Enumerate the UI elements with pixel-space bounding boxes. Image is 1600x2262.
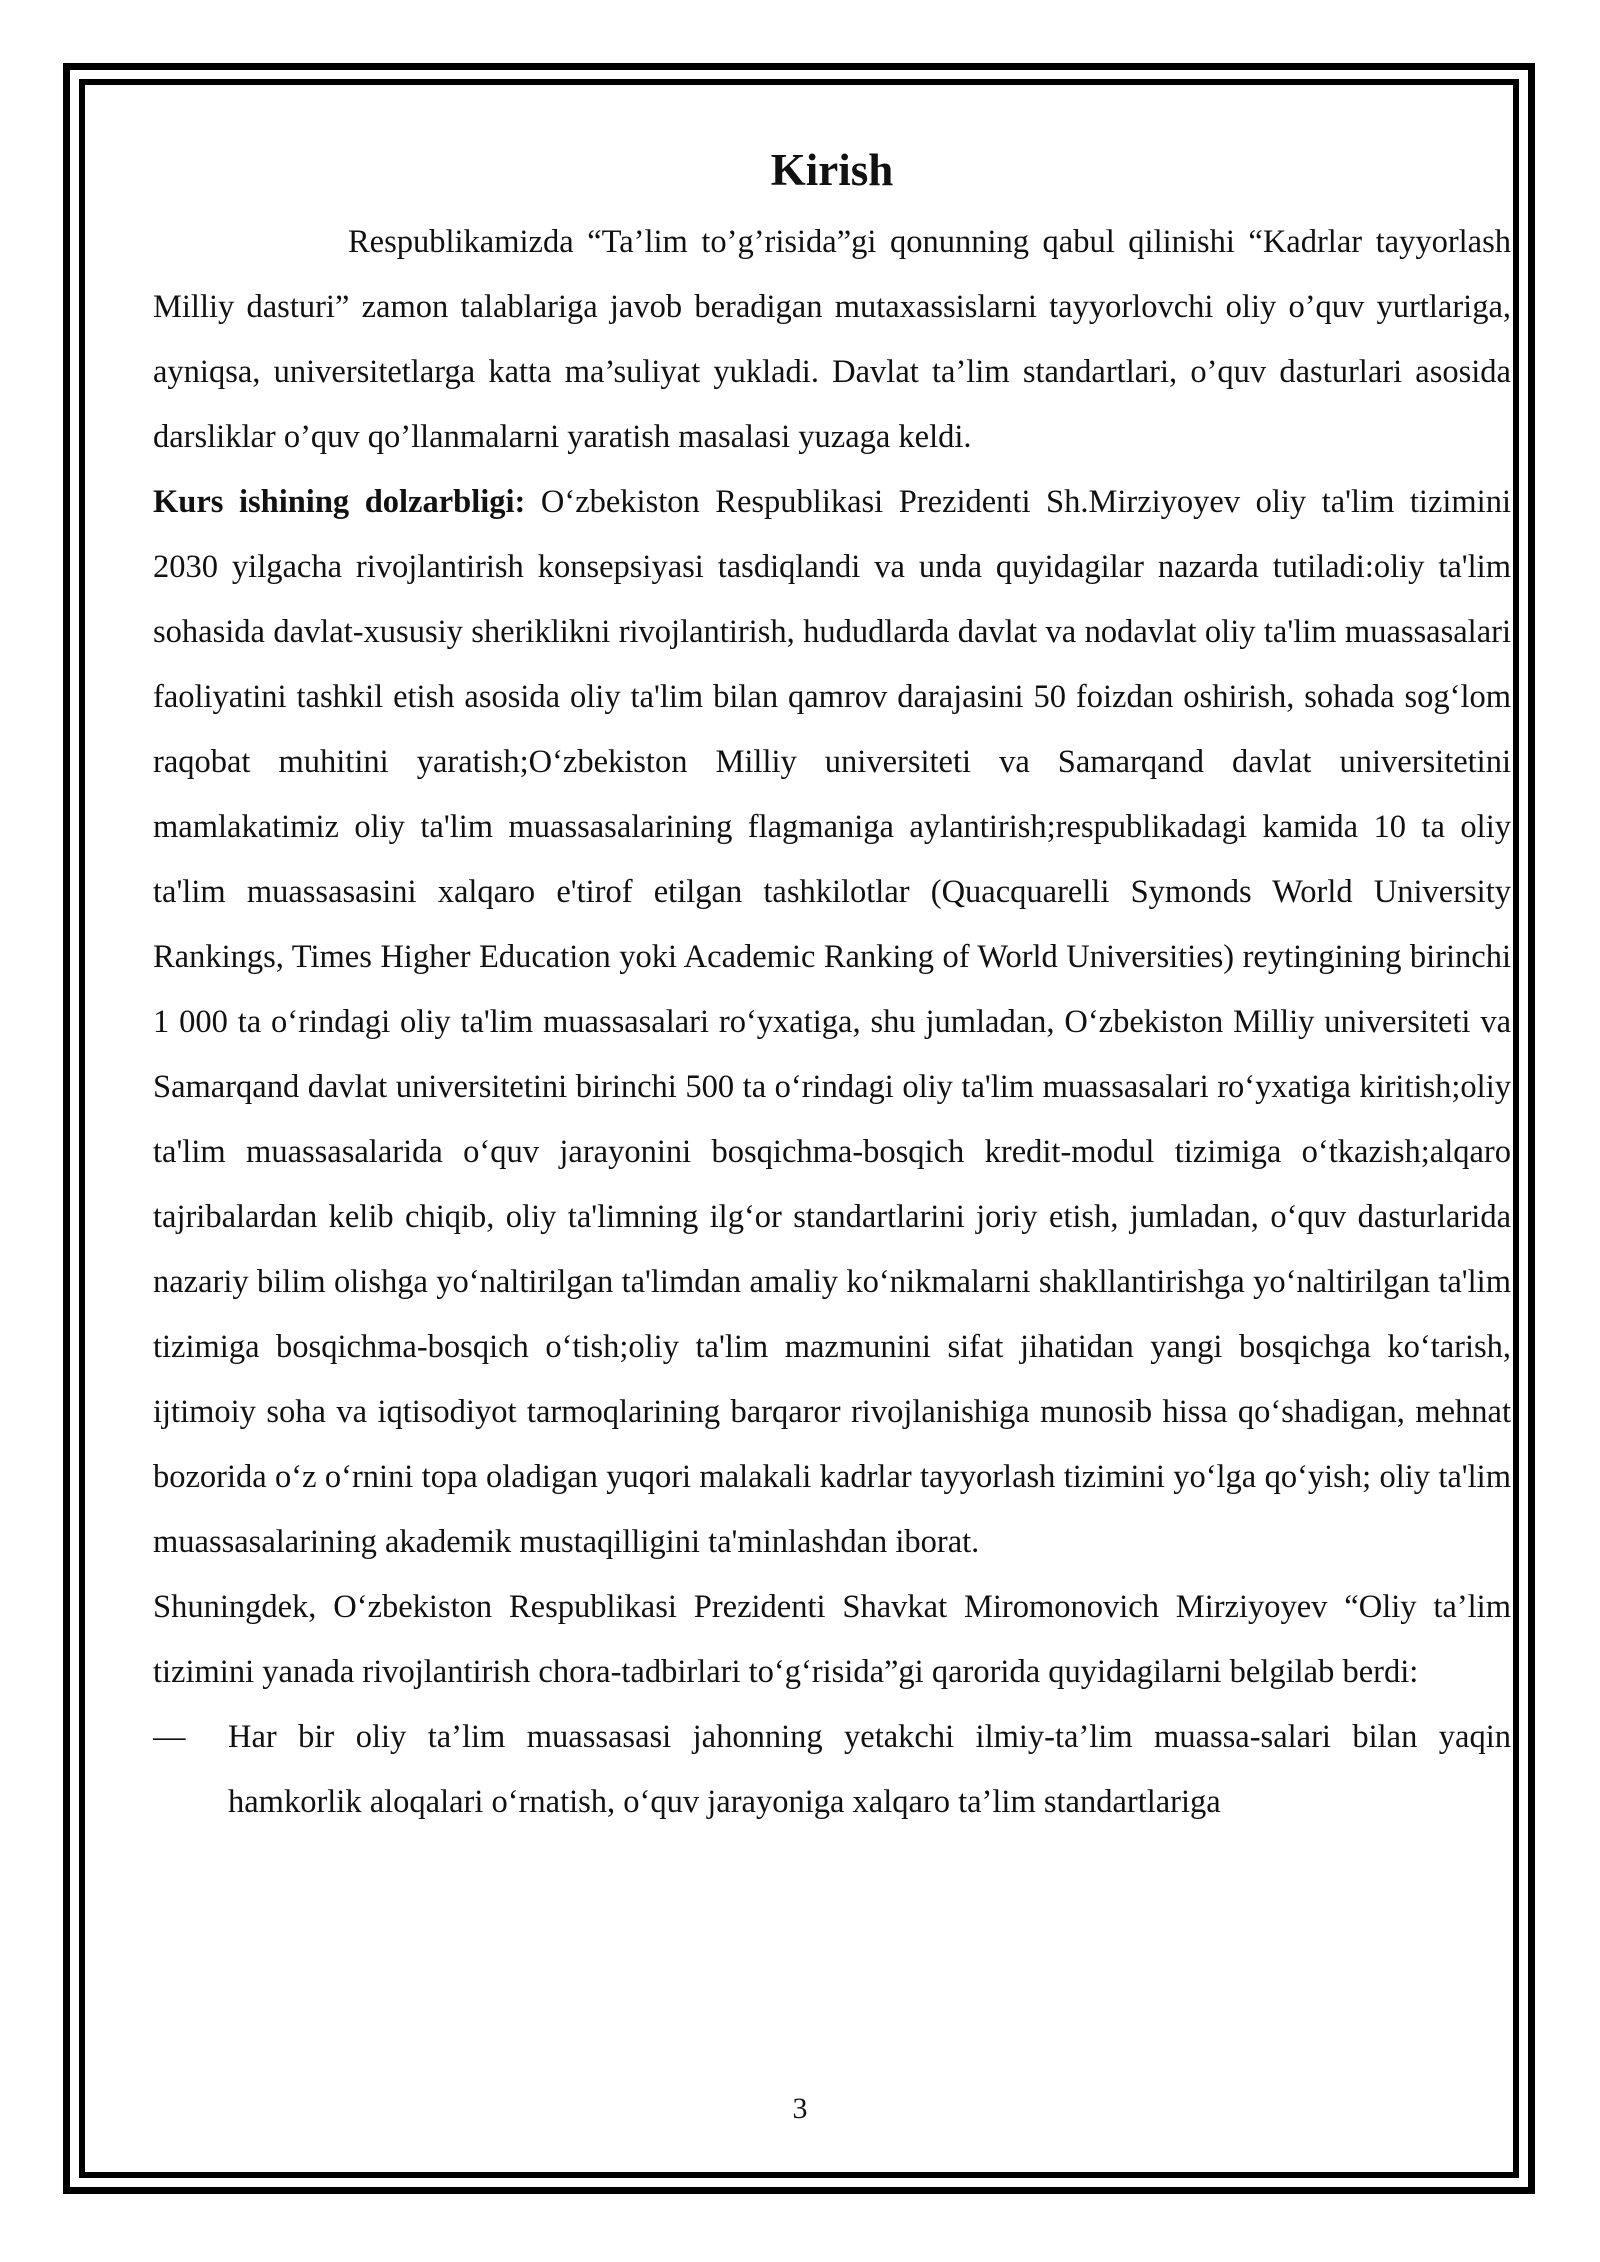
page-title: Kirish: [770, 145, 894, 195]
decree-paragraph: Shuningdek, O‘zbekiston Respublikasi Prezidenti Shavkat Miromonovich Mirziyoyev “Oliy ta’lim tizimini yanada rivojlantirish chora-tadbirlari to‘g‘risida”gi qarorida quyidagilarni belgilab berdi:: [153, 1589, 1511, 1690]
relevance-paragraph: [153, 470, 1511, 1575]
page-number: 3: [792, 2092, 808, 2125]
intro-paragraph: Respublikamizda “Ta’lim to’g’risida”gi qonunning qabul qilinishi “Kadrlar tayyorlash Milliy dasturi” zamon talablariga javob beradigan mutaxassislarni tayyorlovchi oliy o’quv yurtlariga, ayniqsa, universitetlarga katta ma’suliyat yukladi. Davlat ta’lim standartlari, o’quv dasturlari asosida darsliklar o’quv qo’llanmalarni yaratish masalasi yuzaga keldi.: [153, 224, 1511, 455]
list-dash: —: [153, 1719, 186, 1755]
list-item-text: Har bir oliy ta’lim muassasasi jahonning yetakchi ilmiy-ta’lim muassa-salari bilan yaqin hamkorlik aloqalari o‘rnatish, o‘quv jarayoniga xalqaro ta’lim standartlariga: [228, 1719, 1511, 1820]
list-item: [153, 1705, 1511, 1835]
relevance-label: Kurs ishining dolzarbligi:: [153, 484, 526, 520]
relevance-text: O‘zbekiston Respublikasi Prezidenti Sh.Mirziyoyev oliy ta'lim tizimini 2030 yilgacha rivojlantirish konsepsiyasi tasdiqlandi va unda quyidagilar nazarda tutiladi:oliy ta'lim sohasida davlat-xususiy sheriklikni rivojlantirish, hududlarda davlat va nodavlat oliy ta'lim muassasalari faoliyatini tashkil etish asosida oliy ta'lim bilan qamrov darajasini 50 foizdan oshirish, sohada sog‘lom raqobat muhitini yaratish;O‘zbekiston Milliy universiteti va Samarqand davlat universitetini mamlakatimiz oliy ta'lim muassasalarining flagmaniga aylantirish;respublikadagi kamida 10 ta oliy ta'lim muassasasini xalqaro e'tirof etilgan tashkilotlar (Quacquarelli Symonds World University Rankings, Times Higher Education yoki Academic Ranking of World Universities) reytingining birinchi 1 000 ta o‘rindagi oliy ta'lim muassasalari ro‘yxatiga, shu jumladan, O‘zbekiston Milliy universiteti va Samarqand davlat universitetini birinchi 500 ta o‘rindagi oliy ta'lim muassasalari ro‘yxatiga kiritish;oliy ta'lim muassasalarida o‘quv jarayonini bosqichma-bosqich kredit-modul tizimiga o‘tkazish;alqaro tajribalardan kelib chiqib, oliy ta'limning ilg‘or standartlarini joriy etish, jumladan, o‘quv dasturlarida nazariy bilim olishga yo‘naltirilgan ta'limdan amaliy ko‘nikmalarni shakllantirishga yo‘naltirilgan ta'lim tizimiga bosqichma-bosqich o‘tish;oliy ta'lim mazmunini sifat jihatidan yangi bosqichga ko‘tarish, ijtimoiy soha va iqtisodiyot tarmoqlarining barqaror rivojlanishiga munosib hissa qo‘shadigan, mehnat bozorida o‘z o‘rnini topa oladigan yuqori malakali kadrlar tayyorlash tizimini yo‘lga qo‘yish; oliy ta'lim muassasalarining akademik mustaqilligini ta'minlashdan iborat.: [153, 484, 1511, 1560]
document-body: [153, 130, 1511, 2120]
